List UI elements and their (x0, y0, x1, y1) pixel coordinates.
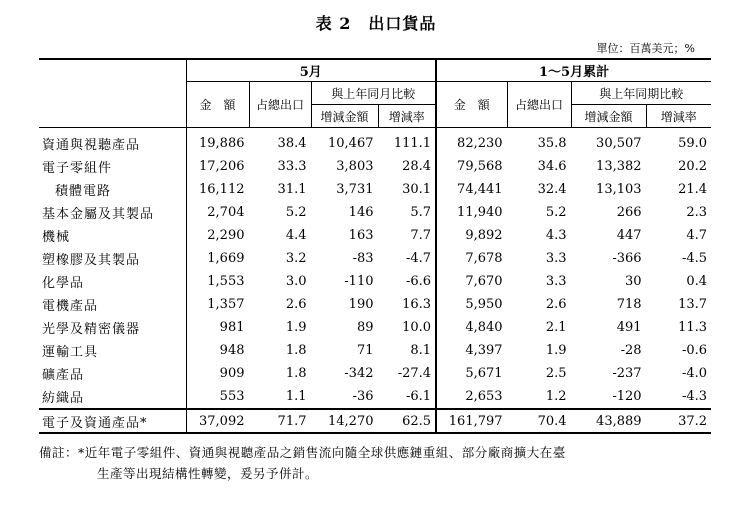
col-header-share-cum: 占總出口 (507, 82, 571, 128)
row-label: 紡織品 (42, 391, 85, 406)
cell-cum-share: 2.6 (545, 297, 567, 312)
table-row (39, 385, 711, 409)
cell-may-amount: 1,357 (186, 293, 249, 316)
cell-may-share: 5.2 (285, 205, 307, 220)
cell-cum-change-amount: -237 (612, 366, 642, 381)
cell-cum-amount: 7,670 (436, 270, 507, 293)
cell-may-change-amount: 146 (348, 205, 374, 220)
row-label: 電機產品 (42, 299, 99, 314)
cell-cum-amount: 4,397 (436, 339, 507, 362)
row-header-blank (39, 59, 186, 128)
cell-may-amount: 2,704 (186, 201, 249, 224)
col-header-amount-cum: 金 額 (436, 82, 507, 128)
cell-may-amount: 1,669 (186, 247, 249, 270)
cell-may-change-amount: 71 (356, 343, 374, 358)
col-header-share: 占總出口 (249, 82, 311, 128)
group-header-cumulative: 1～5月累計 (436, 59, 711, 82)
total-row (39, 409, 711, 433)
cell-may-change-rate: 30.1 (402, 182, 432, 197)
cell-cum-change-amount: 13,382 (596, 159, 642, 174)
footnote-line-1: 備註：*近年電子零組件、資通與視聽產品之銷售流向隨全球供應鏈重組、部分廠商擴大在臺 (39, 445, 566, 460)
cell-cum-change-amount: 447 (616, 228, 642, 243)
cell-cum-change-amount: -28 (620, 343, 642, 358)
cell-may-amount: 553 (186, 385, 249, 409)
row-label: 資通與視聽產品 (39, 128, 186, 156)
cell-cum-amount: 82,230 (436, 128, 507, 156)
cell-may-change-rate: 10.0 (402, 320, 432, 335)
cell-may-change-amount: -36 (352, 389, 374, 404)
cell-cum-change-amount: 491 (616, 320, 642, 335)
row-label: 電子及資通產品* (39, 409, 186, 433)
cell-may-share: 1.9 (285, 320, 307, 335)
cell-may-change-rate: 28.4 (402, 159, 432, 174)
cell-cum-share: 34.6 (537, 159, 567, 174)
cell-may-share: 38.4 (249, 128, 311, 156)
cell-may-change-amount: -83 (352, 251, 374, 266)
cell-may-share: 2.6 (285, 297, 307, 312)
cell-cum-amount: 74,441 (436, 178, 507, 201)
cell-cum-change-amount: 30,507 (571, 128, 646, 156)
row-label: 基本金屬及其製品 (42, 207, 155, 222)
col-header-change-rate: 增減率 (378, 105, 436, 128)
page-title: 表 2 出口貨品 (315, 14, 437, 33)
cell-cum-change-amount: 266 (616, 205, 642, 220)
cell-may-change-amount: 89 (356, 320, 374, 335)
cell-may-amount: 948 (186, 339, 249, 362)
cell-cum-amount: 79,568 (436, 155, 507, 178)
cell-may-amount: 2,290 (186, 224, 249, 247)
cell-cum-change-amount: -120 (612, 389, 642, 404)
table-row (39, 178, 711, 201)
footnote-line-2: 生產等出現結構性轉變，爰另予併計。 (97, 466, 319, 481)
cell-may-change-rate: -6.1 (405, 389, 432, 404)
cell-may-change-amount: -110 (344, 274, 374, 289)
cell-cum-change-rate: 59.0 (646, 128, 711, 156)
cell-cum-share: 2.5 (545, 366, 567, 381)
cell-may-amount: 1,553 (186, 270, 249, 293)
row-label: 化學品 (42, 276, 85, 291)
cell-cum-change-rate: -4.0 (682, 366, 708, 381)
table-row (39, 293, 711, 316)
cell-cum-share: 1.2 (545, 389, 567, 404)
cell-cum-amount: 161,797 (436, 409, 507, 433)
cell-cum-change-rate: 21.4 (678, 182, 708, 197)
cell-cum-share: 3.3 (545, 274, 567, 289)
cell-cum-amount: 4,840 (436, 316, 507, 339)
cell-may-change-rate: 16.3 (402, 297, 432, 312)
cell-cum-change-rate: 11.3 (678, 320, 708, 335)
cell-may-amount: 981 (186, 316, 249, 339)
cell-cum-share: 70.4 (507, 409, 571, 433)
cell-may-change-amount: 190 (348, 297, 374, 312)
cell-cum-amount: 2,653 (436, 385, 507, 409)
cell-cum-change-amount: 30 (625, 274, 642, 289)
row-label: 積體電路 (55, 184, 112, 199)
row-label: 塑橡膠及其製品 (42, 253, 141, 268)
cell-may-share: 3.0 (285, 274, 307, 289)
cell-cum-change-rate: -4.3 (682, 389, 708, 404)
cell-may-change-rate: 8.1 (410, 343, 432, 358)
cell-cum-change-amount: -366 (612, 251, 642, 266)
cell-cum-amount: 5,671 (436, 362, 507, 385)
cell-may-share: 1.8 (285, 366, 307, 381)
cell-cum-share: 3.3 (545, 251, 567, 266)
cell-may-share: 1.1 (285, 389, 307, 404)
cell-may-share: 33.3 (277, 159, 307, 174)
cell-may-share: 1.8 (285, 343, 307, 358)
cell-may-share: 71.7 (249, 409, 311, 433)
row-label: 光學及精密儀器 (42, 322, 141, 337)
cell-may-amount: 909 (186, 362, 249, 385)
table-row (39, 270, 711, 293)
cell-cum-change-amount: 43,889 (571, 409, 646, 433)
table-row (39, 155, 711, 178)
cell-cum-amount: 7,678 (436, 247, 507, 270)
col-header-change-rate-cum: 增減率 (646, 105, 711, 128)
unit-label: 單位：百萬美元；% (596, 42, 695, 55)
cell-cum-change-amount: 718 (616, 297, 642, 312)
cell-cum-change-rate: 2.3 (686, 205, 708, 220)
cell-cum-change-amount: 13,103 (596, 182, 642, 197)
table-row (39, 339, 711, 362)
cell-may-change-amount: 10,467 (311, 128, 378, 156)
row-label: 電子零組件 (42, 161, 113, 176)
col-header-yoy-period: 與上年同期比較 (571, 82, 711, 105)
cell-cum-share: 1.9 (545, 343, 567, 358)
row-label: 機械 (42, 230, 71, 245)
col-header-amount: 金 額 (186, 82, 249, 128)
cell-may-amount: 16,112 (186, 178, 249, 201)
cell-may-change-rate: -6.6 (405, 274, 432, 289)
cell-cum-share: 4.3 (545, 228, 567, 243)
cell-cum-change-rate: -4.5 (682, 251, 708, 266)
cell-may-change-amount: 3,731 (336, 182, 374, 197)
table-row (39, 247, 711, 270)
cell-may-change-amount: -342 (344, 366, 374, 381)
cell-may-change-rate: 7.7 (410, 228, 432, 243)
col-header-change-amount-cum: 增減金額 (571, 105, 646, 128)
export-goods-table (39, 58, 711, 434)
col-header-change-amount: 增減金額 (311, 105, 378, 128)
cell-cum-amount: 5,950 (436, 293, 507, 316)
footnote (39, 442, 719, 484)
table-row (39, 362, 711, 385)
cell-cum-change-rate: 20.2 (678, 159, 708, 174)
cell-may-change-amount: 3,803 (336, 159, 374, 174)
row-label: 礦產品 (42, 368, 85, 383)
cell-may-share: 3.2 (285, 251, 307, 266)
group-header-may: 5月 (186, 59, 436, 82)
cell-may-change-rate: -27.4 (397, 366, 432, 381)
cell-may-change-rate: 62.5 (378, 409, 436, 433)
cell-cum-share: 2.1 (545, 320, 567, 335)
cell-may-amount: 17,206 (186, 155, 249, 178)
cell-cum-share: 5.2 (545, 205, 567, 220)
cell-may-change-rate: 5.7 (410, 205, 432, 220)
row-label: 運輸工具 (42, 345, 99, 360)
cell-may-share: 31.1 (277, 182, 307, 197)
cell-cum-share: 35.8 (507, 128, 571, 156)
cell-cum-change-rate: 0.4 (686, 274, 708, 289)
cell-cum-change-rate: -0.6 (682, 343, 708, 358)
cell-may-amount: 37,092 (186, 409, 249, 433)
table-row (39, 224, 711, 247)
cell-may-change-amount: 163 (348, 228, 374, 243)
cell-cum-change-rate: 13.7 (678, 297, 708, 312)
cell-may-change-rate: 111.1 (378, 128, 436, 156)
cell-cum-change-rate: 37.2 (646, 409, 711, 433)
table-row (39, 316, 711, 339)
cell-cum-amount: 11,940 (436, 201, 507, 224)
cell-may-change-rate: -4.7 (405, 251, 432, 266)
cell-may-share: 4.4 (285, 228, 307, 243)
cell-may-amount: 19,886 (186, 128, 249, 156)
cell-cum-share: 32.4 (537, 182, 567, 197)
cell-cum-amount: 9,892 (436, 224, 507, 247)
table-row (39, 201, 711, 224)
cell-cum-change-rate: 4.7 (686, 228, 708, 243)
cell-may-change-amount: 14,270 (311, 409, 378, 433)
table-row (39, 128, 711, 156)
col-header-yoy-month: 與上年同月比較 (311, 82, 436, 105)
